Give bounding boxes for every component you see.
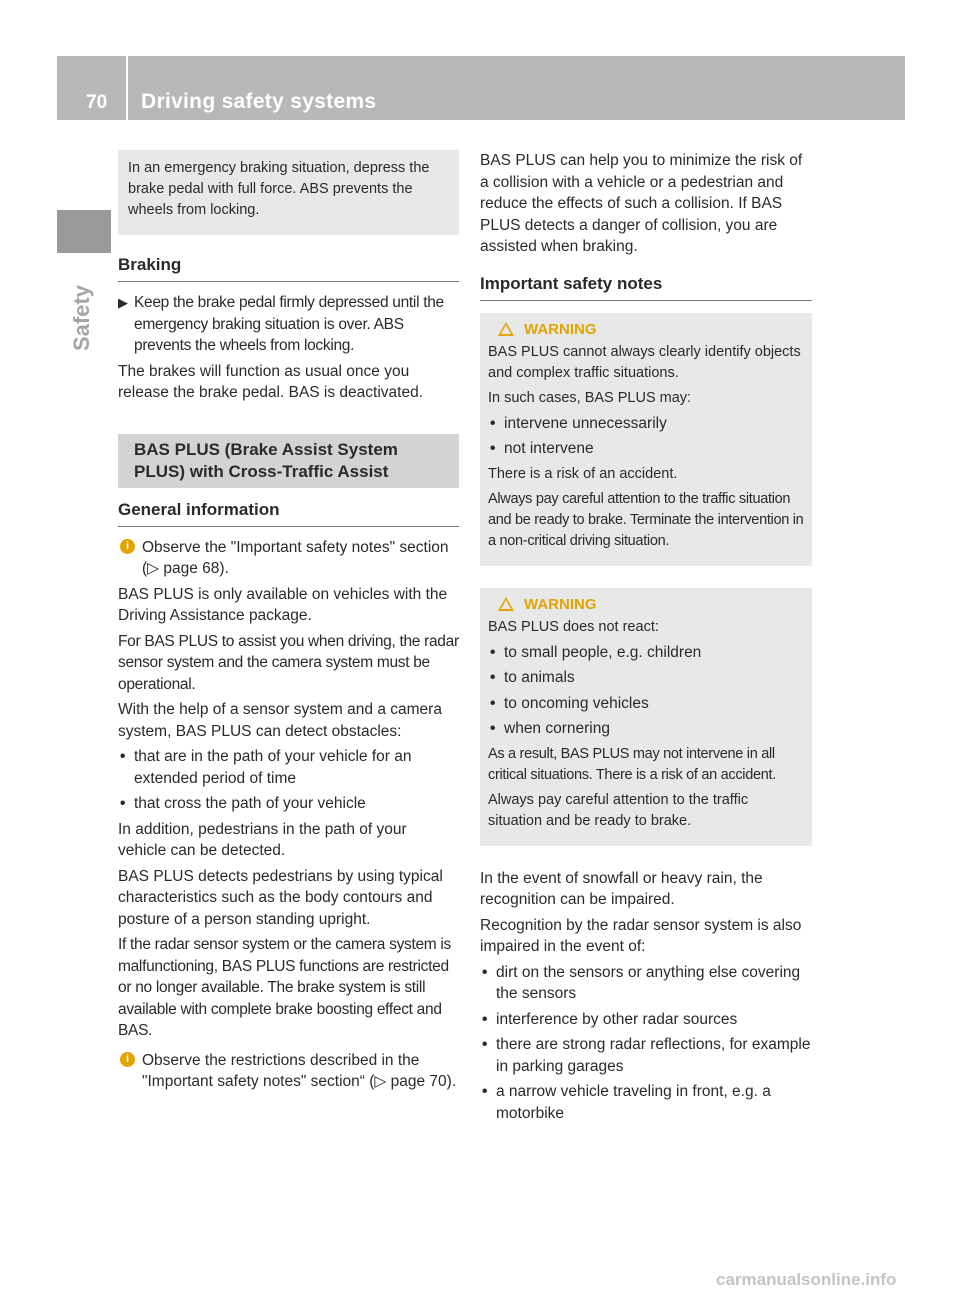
list-item-text: to animals (504, 669, 575, 686)
warning-text: BAS PLUS cannot always clearly identify objects and complex traffic situations. (488, 343, 801, 381)
list-item (488, 693, 804, 715)
bullet-icon: • (482, 1083, 488, 1100)
braking-step (118, 292, 459, 357)
list-item-text: not intervene (504, 440, 594, 457)
list-item (480, 1034, 812, 1077)
warning-box-1 (480, 313, 812, 566)
warning-label: WARNING (524, 595, 597, 613)
list-item (488, 642, 804, 664)
info-icon: i (120, 539, 135, 554)
paragraph: In the event of snowfall or heavy rain, the recognition can be impaired. (480, 869, 763, 908)
list-item (488, 718, 804, 740)
list-item-text: to small people, e.g. children (504, 643, 702, 661)
warning-text: Always pay careful attention to the traffic situation and be ready to brake. Terminate the intervention in a non-critical driving situation. (488, 490, 804, 549)
step-arrow-icon: ▶ (118, 295, 128, 310)
list-item (118, 793, 459, 815)
bullet-icon: • (490, 643, 496, 661)
info-note-1 (118, 537, 459, 580)
warning-text: There is a risk of an accident. (488, 465, 678, 482)
intro-paragraph: BAS PLUS can help you to minimize the risk of a collision with a vehicle or a pedestrian and reduce the effects of such a collision. If BAS PLUS detects a danger of collision, you are assisted when braking. (480, 152, 803, 255)
bullet-icon: • (482, 1036, 488, 1053)
warning-triangle-icon (498, 597, 514, 611)
right-column (480, 150, 812, 1128)
bullet-icon: • (482, 963, 488, 981)
list-item (488, 667, 804, 689)
paragraph: For BAS PLUS to assist you when driving, the radar sensor system and the camera system must be operational. (118, 632, 459, 693)
list-item-text: dirt on the sensors or anything else covering the sensors (496, 963, 801, 1002)
braking-step-text: Keep the brake pedal firmly depressed until the emergency braking situation is over. ABS prevents the wheels from locking. (134, 294, 444, 354)
warning-box-2 (480, 588, 812, 846)
warning-text: As a result, BAS PLUS may not intervene in all critical situations. There is a risk of an accident. (488, 745, 776, 783)
general-info-heading: General information (118, 500, 459, 527)
list-item-text: interference by other radar sources (496, 1010, 738, 1028)
bullet-icon: • (482, 1010, 488, 1028)
paragraph: If the radar sensor system or the camera system is malfunctioning, BAS PLUS functions are restricted or no longer available. The brake system is still available with complete brake boosting effect and BAS. (118, 936, 452, 1039)
info-note-1-text[interactable]: Observe the "Important safety notes" section (▷ page 68). (142, 538, 449, 577)
braking-heading: Braking (118, 255, 459, 282)
paragraph: In addition, pedestrians in the path of your vehicle can be detected. (118, 820, 407, 859)
left-column (118, 150, 459, 1097)
list-item-text: that are in the path of your vehicle for an extended period of time (134, 748, 412, 787)
list-item-text: that cross the path of your vehicle (134, 795, 366, 812)
warning-header (498, 596, 804, 613)
bullet-icon: • (490, 694, 496, 712)
warning-text: Always pay careful attention to the traffic situation and be ready to brake. (488, 791, 749, 829)
note-text: In an emergency braking situation, depress the brake pedal with full force. ABS prevents the wheels from locking. (128, 160, 430, 218)
warning-label: WARNING (524, 320, 597, 338)
braking-paragraph: The brakes will function as usual once you release the brake pedal. BAS is deactivated. (118, 362, 424, 401)
list-item-text: there are strong radar reflections, for example in parking garages (496, 1036, 811, 1075)
paragraph: BAS PLUS is only available on vehicles with the Driving Assistance package. (118, 585, 448, 624)
bullet-icon: • (490, 414, 496, 432)
watermark: carmanualsonline.info (716, 1270, 897, 1289)
header-divider (126, 56, 128, 120)
paragraph: With the help of a sensor system and a camera system, BAS PLUS can detect obstacles: (118, 701, 442, 740)
info-note-2-text[interactable]: Observe the restrictions described in the "Important safety notes" section“ (▷ page 70). (142, 1051, 457, 1090)
list-item-text: to oncoming vehicles (504, 694, 649, 712)
safety-notes-heading: Important safety notes (480, 274, 812, 301)
list-item-text: intervene unnecessarily (504, 414, 667, 432)
list-item (118, 746, 459, 789)
list-item (480, 962, 812, 1005)
bullet-icon: • (490, 720, 496, 737)
bullet-icon: • (120, 795, 126, 812)
list-item-text: a narrow vehicle traveling in front, e.g. a motorbike (496, 1083, 771, 1122)
bullet-icon: • (490, 669, 496, 686)
warning-text: In such cases, BAS PLUS may: (488, 389, 692, 406)
paragraph: Recognition by the radar sensor system is also impaired in the event of: (480, 916, 802, 955)
list-item (480, 1009, 812, 1031)
list-item-text: when cornering (504, 720, 610, 737)
list-item (488, 413, 804, 435)
info-note-2 (118, 1050, 459, 1093)
side-tab-block (57, 210, 111, 253)
page-title: Driving safety systems (141, 90, 377, 113)
list-item (488, 438, 804, 460)
side-tab-label: Safety (69, 284, 94, 352)
note-box (118, 150, 459, 235)
bullet-icon: • (490, 440, 496, 457)
bullet-icon: • (120, 748, 126, 765)
warning-text: BAS PLUS does not react: (488, 618, 659, 635)
paragraph: BAS PLUS detects pedestrians by using typical characteristics such as the body contours and posture of a person standing upright. (118, 867, 443, 928)
warning-triangle-icon (498, 322, 514, 336)
info-icon: i (120, 1052, 135, 1067)
section-title: BAS PLUS (Brake Assist System PLUS) with Cross-Traffic Assist (118, 434, 459, 488)
list-item (480, 1081, 812, 1124)
page-number: 70 (86, 92, 108, 113)
warning-header (498, 321, 804, 338)
